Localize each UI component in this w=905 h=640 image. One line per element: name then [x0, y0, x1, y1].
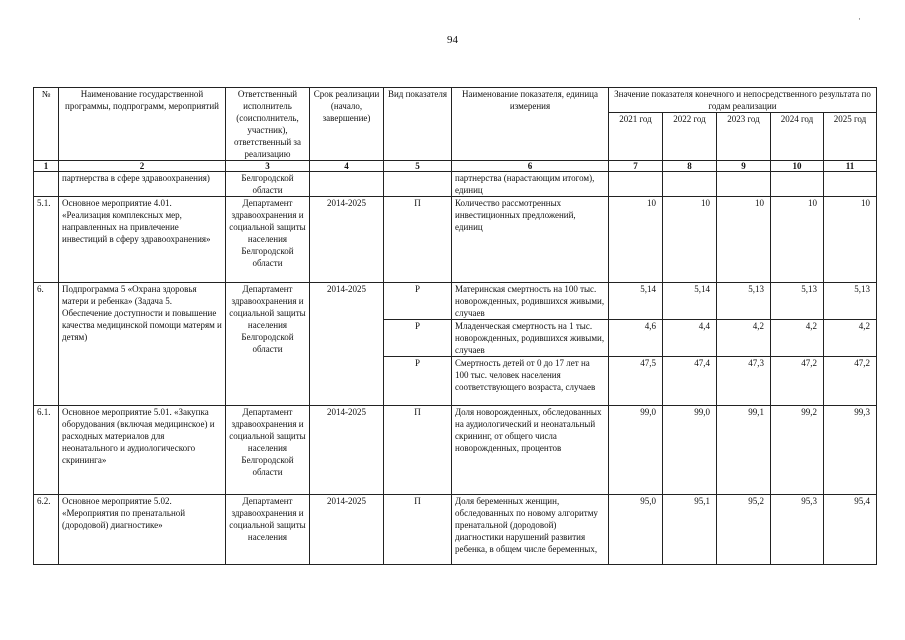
column-number: 11 [824, 161, 877, 172]
row-type: П [384, 197, 452, 283]
row-num: 5.1. [34, 197, 59, 283]
header-indicator: Наименование показателя, единица измерения [452, 88, 609, 161]
row-value: 5,13 [717, 283, 771, 320]
column-number: 8 [663, 161, 717, 172]
row-value: 5,13 [771, 283, 824, 320]
row-term: 2014-2025 [310, 495, 384, 565]
row-indicator: Материнская смертность на 100 тыс. новорожденных, родившихся живыми, случаев [452, 283, 609, 320]
row-executor: Департамент здравоохранения и социальной защиты населения [226, 495, 310, 565]
header-year: 2025 год [824, 113, 877, 161]
row-value: 10 [824, 197, 877, 283]
row-num: 6. [34, 283, 59, 406]
row-value: 4,2 [717, 320, 771, 357]
row-indicator: Доля новорожденных, обследованных на аудиологический и неонатальный скрининг, от общего числа новорожденных, процентов [452, 406, 609, 495]
row-executor: Департамент здравоохранения и социальной защиты населения Белгородской области [226, 283, 310, 406]
column-number: 9 [717, 161, 771, 172]
row-num [34, 172, 59, 197]
row-value: 47,2 [824, 357, 877, 406]
row-value: 5,13 [824, 283, 877, 320]
row-value: 99,0 [609, 406, 663, 495]
row-value: 47,2 [771, 357, 824, 406]
row-value: 95,3 [771, 495, 824, 565]
row-value: 95,4 [824, 495, 877, 565]
indicators-table [33, 87, 877, 565]
column-number: 4 [310, 161, 384, 172]
row-indicator: партнерства (нарастающим итогом), единиц [452, 172, 609, 197]
column-number: 7 [609, 161, 663, 172]
row-value: 4,2 [824, 320, 877, 357]
header-year: 2022 год [663, 113, 717, 161]
header-num: № [34, 88, 59, 161]
header-year: 2023 год [717, 113, 771, 161]
row-num: 6.1. [34, 406, 59, 495]
row-term [310, 172, 384, 197]
column-number: 10 [771, 161, 824, 172]
row-value: 4,6 [609, 320, 663, 357]
row-value: 95,2 [717, 495, 771, 565]
column-number: 1 [34, 161, 59, 172]
table-header [34, 88, 877, 172]
row-value [824, 172, 877, 197]
column-number: 5 [384, 161, 452, 172]
row-executor: Департамент здравоохранения и социальной защиты населения Белгородской области [226, 406, 310, 495]
row-value: 47,3 [717, 357, 771, 406]
row-name: Основное мероприятие 5.01. «Закупка оборудования (включая медицинское) и расходных материалов для неонатального и аудиологического скрининга» [59, 406, 226, 495]
row-value: 47,4 [663, 357, 717, 406]
row-name: Основное мероприятие 4.01. «Реализация комплексных мер, направленных на привлечение инвестиций в сферу здравоохранения» [59, 197, 226, 283]
row-term: 2014-2025 [310, 197, 384, 283]
header-year: 2024 год [771, 113, 824, 161]
row-term: 2014-2025 [310, 406, 384, 495]
header-term: Срок реализации (начало, завершение) [310, 88, 384, 161]
row-value: 10 [717, 197, 771, 283]
row-type: Р [384, 320, 452, 357]
table-row [34, 495, 877, 565]
row-value [609, 172, 663, 197]
header-values: Значение показателя конечного и непосредственного результата по годам реализации [609, 88, 877, 113]
column-number: 2 [59, 161, 226, 172]
row-value: 99,0 [663, 406, 717, 495]
header-name: Наименование государственной программы, подпрограмм, мероприятий [59, 88, 226, 161]
table-row [34, 283, 877, 320]
header-year: 2021 год [609, 113, 663, 161]
row-value: 4,4 [663, 320, 717, 357]
row-num: 6.2. [34, 495, 59, 565]
header-executor: Ответственный исполнитель (соисполнитель, участник), ответственный за реализацию [226, 88, 310, 161]
row-executor: Департамент здравоохранения и социальной защиты населения Белгородской области [226, 197, 310, 283]
row-value: 10 [609, 197, 663, 283]
row-value: 5,14 [663, 283, 717, 320]
row-type: Р [384, 283, 452, 320]
row-value [717, 172, 771, 197]
row-value: 95,0 [609, 495, 663, 565]
column-number: 6 [452, 161, 609, 172]
table-row [34, 197, 877, 283]
row-value: 99,3 [824, 406, 877, 495]
row-value: 5,14 [609, 283, 663, 320]
corner-mark: · [858, 14, 861, 24]
row-value: 47,5 [609, 357, 663, 406]
header-type: Вид показателя [384, 88, 452, 161]
row-value: 95,1 [663, 495, 717, 565]
row-type [384, 172, 452, 197]
row-type: П [384, 495, 452, 565]
row-indicator: Доля беременных женщин, обследованных по новому алгоритму пренатальной (дородовой) диагностики нарушений развития ребенка, в общем числе беременных, [452, 495, 609, 565]
row-name: Подпрограмма 5 «Охрана здоровья матери и ребенка» (Задача 5. Обеспечение доступности и повышение качества медицинской помощи матерям и детям) [59, 283, 226, 406]
row-value: 99,2 [771, 406, 824, 495]
row-term: 2014-2025 [310, 283, 384, 406]
row-name: Основное мероприятие 5.02. «Мероприятия по пренатальной (дородовой) диагностике» [59, 495, 226, 565]
row-value: 10 [663, 197, 717, 283]
row-value [771, 172, 824, 197]
row-value: 99,1 [717, 406, 771, 495]
row-type: П [384, 406, 452, 495]
row-value: 10 [771, 197, 824, 283]
row-indicator: Количество рассмотренных инвестиционных предложений, единиц [452, 197, 609, 283]
table-row [34, 406, 877, 495]
row-type: Р [384, 357, 452, 406]
row-value [663, 172, 717, 197]
row-indicator: Смертность детей от 0 до 17 лет на 100 тыс. человек населения соответствующего возраста, случаев [452, 357, 609, 406]
row-indicator: Младенческая смертность на 1 тыс. новорожденных, родившихся живыми, случаев [452, 320, 609, 357]
table-row [34, 172, 877, 197]
page-number: 94 [447, 34, 458, 46]
row-value: 4,2 [771, 320, 824, 357]
row-name: партнерства в сфере здравоохранения) [59, 172, 226, 197]
row-executor: Белгородской области [226, 172, 310, 197]
column-number: 3 [226, 161, 310, 172]
